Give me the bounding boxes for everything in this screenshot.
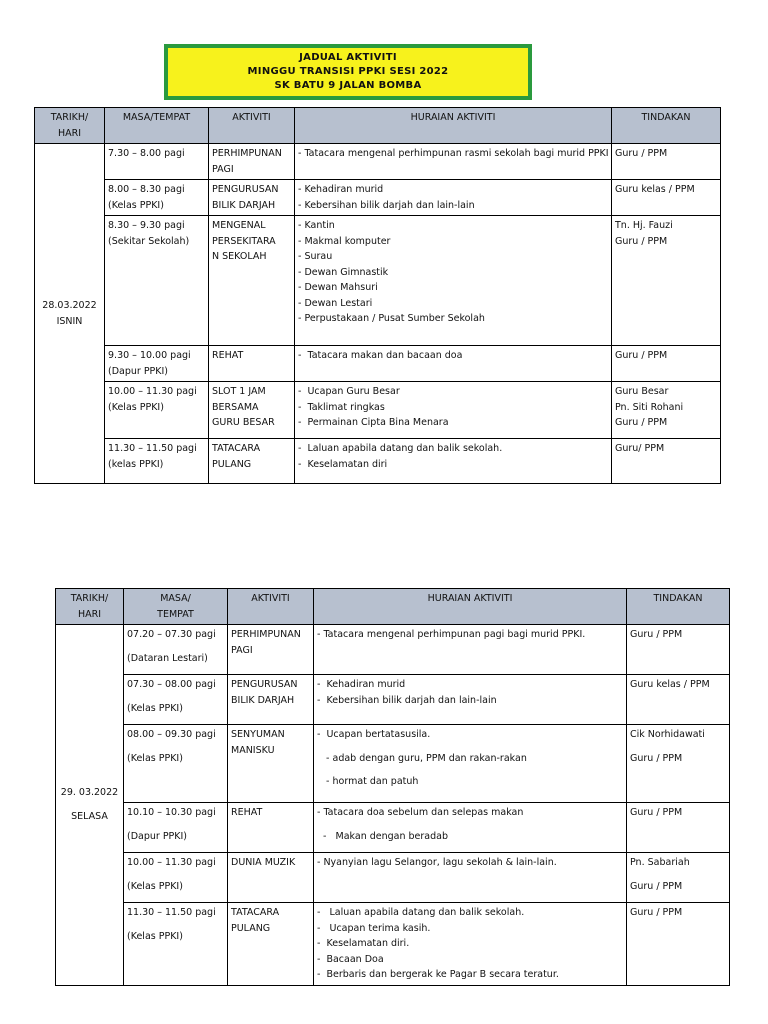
header-huraian: HURAIAN AKTIVITI <box>314 589 627 625</box>
description-cell-line: - Ucapan bertatasusila. <box>317 729 431 740</box>
description-cell-line: - Perpustakaan / Pusat Sumber Sekolah <box>298 313 485 324</box>
description-cell-line: - Kehadiran murid <box>317 679 406 690</box>
activity-cell <box>228 903 314 986</box>
header-aktiviti: AKTIVITI <box>228 589 314 625</box>
action-cell-line: Guru / PPM <box>630 880 683 892</box>
action-cell <box>612 382 721 439</box>
activity-cell <box>209 216 295 346</box>
activity-cell-line: TATACARA <box>231 907 280 918</box>
description-cell-line: - Tatacara doa sebelum dan selepas makan <box>317 807 524 818</box>
action-cell-line: Guru / PPM <box>615 417 668 428</box>
date-text: 28.03.2022 <box>42 300 97 311</box>
time-place-cell-line: 8.30 – 9.30 pagi <box>108 220 185 231</box>
header-row <box>35 108 721 144</box>
description-cell-line: - Tatacara makan dan bacaan doa <box>298 350 463 361</box>
time-place-cell <box>105 439 209 484</box>
action-cell-line: Guru kelas / PPM <box>615 184 695 195</box>
time-place-cell-line: (Kelas PPKI) <box>127 930 183 942</box>
action-cell-line: Guru / PPM <box>630 629 683 640</box>
time-place-cell-line: 10.10 – 10.30 pagi <box>127 807 216 818</box>
description-cell <box>295 439 612 484</box>
time-place-cell-line: 11.30 – 11.50 pagi <box>127 907 216 918</box>
action-cell <box>612 180 721 216</box>
description-cell-line: - Nyanyian lagu Selangor, lagu sekolah & lain-lain. <box>317 857 557 868</box>
description-cell <box>314 675 627 725</box>
description-cell-line: - Surau <box>298 251 333 262</box>
schedule-table-day-2 <box>55 588 730 986</box>
action-cell-line: Guru Besar <box>615 386 669 397</box>
header-tarikh-line1: TARIKH/ <box>70 593 109 604</box>
action-cell-line: Cik Norhidawati <box>630 729 705 740</box>
description-cell-line: - Berbaris dan bergerak ke Pagar B secara teratur. <box>317 969 559 980</box>
time-place-cell-line: 7.30 – 8.00 pagi <box>108 148 185 159</box>
activity-cell <box>209 180 295 216</box>
time-place-cell-line: (Kelas PPKI) <box>127 880 183 892</box>
activity-cell-line: PENGURUSAN <box>231 679 298 690</box>
activity-cell-line: PULANG <box>212 458 252 470</box>
description-cell-line: - Ucapan terima kasih. <box>317 922 431 934</box>
action-cell-line: Guru / PPM <box>630 907 683 918</box>
table-row <box>35 216 721 346</box>
time-place-cell <box>124 625 228 675</box>
header-masa: MASA/TEMPAT <box>105 108 209 144</box>
day-text: ISNIN <box>56 315 83 327</box>
time-place-cell <box>105 382 209 439</box>
time-place-cell <box>105 180 209 216</box>
description-cell-line: - Taklimat ringkas <box>298 401 385 413</box>
description-cell-line: - Laluan apabila datang dan balik sekolah. <box>317 907 525 918</box>
activity-cell <box>228 725 314 803</box>
activity-cell-line: MANISKU <box>231 744 275 756</box>
time-place-cell <box>105 216 209 346</box>
time-place-cell-line: 10.00 – 11.30 pagi <box>127 857 216 868</box>
date-day-cell <box>35 144 105 484</box>
time-place-cell-line: 9.30 – 10.00 pagi <box>108 350 191 361</box>
description-cell-line: - Dewan Gimnastik <box>298 266 389 278</box>
activity-cell-line: PAGI <box>231 644 253 656</box>
action-cell-line: Guru / PPM <box>615 235 668 247</box>
activity-cell <box>209 144 295 180</box>
table-row <box>56 853 730 903</box>
description-cell <box>295 144 612 180</box>
activity-cell-line: TATACARA <box>212 443 261 454</box>
header-tarikh <box>56 589 124 625</box>
description-cell-line: - Laluan apabila datang dan balik sekolah. <box>298 443 503 454</box>
header-tindakan: TINDAKAN <box>627 589 730 625</box>
time-place-cell-line: (Kelas PPKI) <box>108 401 164 413</box>
activity-cell-line: PENGURUSAN <box>212 184 279 195</box>
time-place-cell-line: (Dapur PPKI) <box>127 830 188 842</box>
activity-cell-line: PULANG <box>231 922 271 934</box>
action-cell <box>627 725 730 803</box>
description-cell-line: - Kebersihan bilik darjah dan lain-lain <box>298 199 475 211</box>
time-place-cell <box>124 725 228 803</box>
description-cell-line: - Dewan Mahsuri <box>298 282 378 293</box>
table-row <box>56 625 730 675</box>
time-place-cell-line: 8.00 – 8.30 pagi <box>108 184 185 195</box>
description-cell <box>314 625 627 675</box>
time-place-cell <box>124 803 228 853</box>
activity-cell-line: BERSAMA <box>212 401 259 413</box>
description-cell-line: - adab dengan guru, PPM dan rakan-rakan <box>317 752 527 764</box>
activity-cell-line: REHAT <box>212 350 244 361</box>
table-row <box>35 439 721 484</box>
action-cell <box>612 216 721 346</box>
table-body <box>35 144 721 484</box>
header-masa <box>124 589 228 625</box>
action-cell-line: Guru / PPM <box>630 807 683 818</box>
table-row <box>56 803 730 853</box>
action-cell-line: Pn. Sabariah <box>630 857 690 868</box>
header-masa-line1: MASA/ <box>160 593 191 604</box>
description-cell-line: - Tatacara mengenal perhimpunan rasmi sekolah bagi murid PPKI <box>298 148 609 159</box>
activity-cell-line: PERHIMPUNAN <box>231 629 301 640</box>
header-tarikh-line1: TARIKH/ <box>50 112 89 123</box>
description-cell <box>295 382 612 439</box>
description-cell-line: - Ucapan Guru Besar <box>298 386 400 397</box>
header-tindakan: TINDAKAN <box>612 108 721 144</box>
day-text: SELASA <box>71 810 108 822</box>
activity-cell-line: SENYUMAN <box>231 729 285 740</box>
action-cell-line: Guru / PPM <box>630 752 683 764</box>
description-cell <box>314 725 627 803</box>
activity-cell-line: SLOT 1 JAM <box>212 386 266 397</box>
action-cell-line: Tn. Hj. Fauzi <box>615 220 673 231</box>
header-tarikh-line2: HARI <box>77 608 102 620</box>
date-text: 29. 03.2022 <box>60 787 119 799</box>
header-row <box>56 589 730 625</box>
description-cell <box>314 803 627 853</box>
action-cell-line: Guru/ PPM <box>615 443 665 454</box>
activity-cell-line: GURU BESAR <box>212 417 275 428</box>
table-row <box>56 725 730 803</box>
activity-cell-line: DUNIA MUZIK <box>231 857 296 868</box>
time-place-cell <box>105 144 209 180</box>
action-cell-line: Guru / PPM <box>615 148 668 159</box>
header-tarikh <box>35 108 105 144</box>
action-cell-line: Guru kelas / PPM <box>630 679 710 690</box>
description-cell-line: - Makmal komputer <box>298 235 391 247</box>
activity-cell-line: BILIK DARJAH <box>231 694 295 706</box>
activity-cell-line: MENGENAL <box>212 220 266 231</box>
time-place-cell-line: 07.20 – 07.30 pagi <box>127 629 216 640</box>
schedule-table-day-1 <box>34 107 721 484</box>
title-line-1: JADUAL AKTIVITI <box>299 52 397 63</box>
description-cell-line: - Makan dengan beradab <box>317 830 449 842</box>
table-row <box>35 144 721 180</box>
time-place-cell-line: (Dapur PPKI) <box>108 365 169 377</box>
activity-cell-line: PERHIMPUNAN <box>212 148 282 159</box>
table-row <box>35 382 721 439</box>
title-line-3: SK BATU 9 JALAN BOMBA <box>274 80 422 91</box>
table-row <box>35 180 721 216</box>
table-body <box>56 625 730 986</box>
description-cell-line: - Keselamatan diri. <box>317 938 410 949</box>
activity-cell <box>228 675 314 725</box>
description-cell-line: - Bacaan Doa <box>317 953 384 965</box>
action-cell <box>612 346 721 382</box>
title-inner <box>168 48 528 96</box>
activity-cell-line: BILIK DARJAH <box>212 199 276 211</box>
activity-cell <box>228 803 314 853</box>
activity-cell-line: PERSEKITARA <box>212 235 276 247</box>
time-place-cell <box>105 346 209 382</box>
action-cell-line: Guru / PPM <box>615 350 668 361</box>
title-line-2: MINGGU TRANSISI PPKI SESI 2022 <box>247 66 449 77</box>
time-place-cell-line: (kelas PPKI) <box>108 458 164 470</box>
action-cell <box>627 803 730 853</box>
action-cell <box>612 144 721 180</box>
action-cell <box>627 903 730 986</box>
description-cell <box>295 180 612 216</box>
description-cell <box>314 853 627 903</box>
description-cell-line: - hormat dan patuh <box>317 776 419 787</box>
time-place-cell <box>124 903 228 986</box>
date-day-cell <box>56 625 124 986</box>
description-cell <box>314 903 627 986</box>
time-place-cell-line: (Sekitar Sekolah) <box>108 235 190 247</box>
action-cell <box>627 625 730 675</box>
time-place-cell-line: 11.30 – 11.50 pagi <box>108 443 197 454</box>
header-masa-line2: TEMPAT <box>157 608 194 620</box>
time-place-cell-line: (Kelas PPKI) <box>127 702 183 714</box>
activity-cell <box>209 346 295 382</box>
table-row <box>56 675 730 725</box>
description-cell <box>295 346 612 382</box>
time-place-cell <box>124 675 228 725</box>
time-place-cell-line: (Dataran Lestari) <box>127 652 208 664</box>
description-cell-line: - Permainan Cipta Bina Menara <box>298 417 449 428</box>
time-place-cell-line: 07.30 – 08.00 pagi <box>127 679 216 690</box>
activity-cell <box>228 625 314 675</box>
activity-cell-line: PAGI <box>212 163 234 175</box>
time-place-cell-line: (Kelas PPKI) <box>127 752 183 764</box>
action-cell <box>627 853 730 903</box>
description-cell-line: - Kehadiran murid <box>298 184 384 195</box>
activity-cell <box>209 439 295 484</box>
time-place-cell <box>124 853 228 903</box>
action-cell <box>612 439 721 484</box>
action-cell-line: Pn. Siti Rohani <box>615 401 684 413</box>
time-place-cell-line: 08.00 – 09.30 pagi <box>127 729 216 740</box>
description-cell <box>295 216 612 346</box>
description-cell-line: - Keselamatan diri <box>298 458 388 470</box>
header-huraian: HURAIAN AKTIVITI <box>295 108 612 144</box>
description-cell-line: - Tatacara mengenal perhimpunan pagi bagi murid PPKI. <box>317 629 586 640</box>
activity-cell <box>209 382 295 439</box>
activity-cell-line: REHAT <box>231 807 263 818</box>
description-cell-line: - Kantin <box>298 220 335 231</box>
activity-cell-line: N SEKOLAH <box>212 251 267 262</box>
action-cell <box>627 675 730 725</box>
description-cell-line: - Kebersihan bilik darjah dan lain-lain <box>317 694 497 706</box>
table-row <box>35 346 721 382</box>
activity-cell <box>228 853 314 903</box>
time-place-cell-line: (Kelas PPKI) <box>108 199 164 211</box>
table-row <box>56 903 730 986</box>
description-cell-line: - Dewan Lestari <box>298 297 373 309</box>
time-place-cell-line: 10.00 – 11.30 pagi <box>108 386 197 397</box>
header-tarikh-line2: HARI <box>57 127 82 139</box>
title-banner <box>164 44 532 100</box>
header-aktiviti: AKTIVITI <box>209 108 295 144</box>
